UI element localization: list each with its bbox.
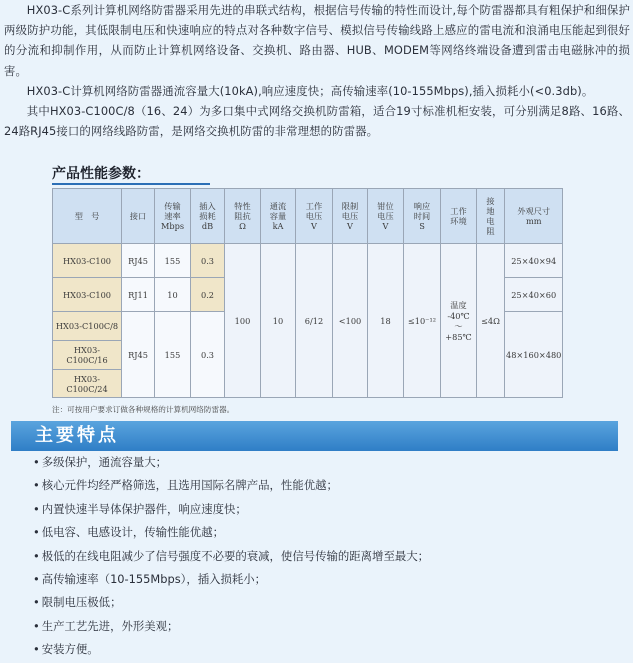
list-item: • 极低的在线电阻减少了信号强度不必要的衰减，使信号传输的距离增至最大； <box>33 545 618 568</box>
loss-cell: 0.3 <box>191 312 225 398</box>
impedance-cell: 100 <box>225 244 261 398</box>
clamp-voltage-cell: 18 <box>368 244 404 398</box>
interface-cell: RJ45 <box>122 312 155 398</box>
loss-cell: 0.3 <box>191 244 225 278</box>
environment-cell <box>441 244 477 398</box>
interface-cell: RJ45 <box>122 244 155 278</box>
rate-cell: 155 <box>155 312 191 398</box>
model-cell: HX03-C100C/24 <box>53 370 122 398</box>
list-item: • 安装方便。 <box>33 638 618 661</box>
header-clamp-voltage: 钳位 电压 V <box>368 189 404 244</box>
list-item: • 高传输速率（10-155Mbps），插入损耗小； <box>33 568 618 591</box>
interface-cell: RJ11 <box>122 278 155 312</box>
header-work-voltage: 工作 电压 V <box>296 189 333 244</box>
intro-paragraph-1: HX03-C系列计算机网络防雷器采用先进的串联式结构，根据信号传输的特性而设计,每个防雷器都具有粗保护和细保护两级防护功能，其低限制电压和快速响应的特点对各种数字信号、模拟信号传输线路上感应的雷电流和浪涌电压能起到很好的分流和抑制作用，从而防止计算机网络设备、交换机、路由器、HUB、MODEM等网络终端设备遭到雷击电磁脉冲的损害。 <box>4 3 630 78</box>
table-row <box>53 244 563 278</box>
features-title-bar: 主要特点 <box>11 421 618 451</box>
work-voltage-cell: 6/12 <box>296 244 333 398</box>
env-max: +85℃ <box>445 331 472 342</box>
size-cell: 25×40×60 <box>505 278 563 312</box>
env-label: 温度 <box>450 299 467 310</box>
model-cell: HX03-C100 <box>53 278 122 312</box>
intro-paragraph-3: 其中HX03-C100C/8（16、24）为多口集中式网络交换机防雷箱，适合19寸标准机柜安装，可分别满足8路、16路、24路RJ45接口的网络线路防雷，是网络交换机防雷的非常理想的防雷器。 <box>4 104 630 139</box>
intro-paragraph-2: HX03-C计算机网络防雷器通流容量大(10kA),响应速度快；高传输速率(10-155Mbps),插入损耗小(<0.3db)。 <box>26 83 594 98</box>
size-cell: 25×40×94 <box>505 244 563 278</box>
size-cell: 48×160×480 <box>505 312 563 398</box>
limit-voltage-cell: <100 <box>333 244 368 398</box>
header-environment: 工作 环境 <box>441 189 477 244</box>
features-list <box>33 451 618 662</box>
loss-cell: 0.2 <box>191 278 225 312</box>
header-flow: 通流 容量 kA <box>261 189 296 244</box>
header-response-time: 响应 时间 S <box>404 189 441 244</box>
header-rate: 传输 速率 Mbps <box>155 189 191 244</box>
rate-cell: 10 <box>155 278 191 312</box>
model-cell: HX03-C100C/8 <box>53 312 122 341</box>
list-item: • 多级保护，通流容量大； <box>33 451 618 474</box>
ground-resistance-cell: ≤4Ω <box>477 244 505 398</box>
header-limit-voltage: 限制 电压 V <box>333 189 368 244</box>
response-time-cell: ≤10⁻¹² <box>404 244 441 398</box>
list-item: • 限制电压极低； <box>33 591 618 614</box>
performance-title-underline <box>52 183 210 185</box>
list-item: • 低电容、电感设计，传输性能优越； <box>33 521 618 544</box>
table-note: 注：可按用户要求订做各种规格的计算机网络防雷器。 <box>52 405 235 414</box>
header-loss: 插入 损耗 dB <box>191 189 225 244</box>
list-item: • 生产工艺先进，外形美观； <box>33 615 618 638</box>
env-min: -40℃ <box>447 310 470 321</box>
header-impedance: 特性 阻抗 Ω <box>225 189 261 244</box>
performance-title: 产品性能参数： <box>52 166 150 182</box>
intro-text <box>4 0 630 141</box>
header-size: 外观尺寸 mm <box>505 189 563 244</box>
specs-table <box>52 188 563 398</box>
rate-cell: 155 <box>155 244 191 278</box>
header-model: 型 号 <box>53 189 122 244</box>
flow-cell: 10 <box>261 244 296 398</box>
table-header-row <box>53 189 563 244</box>
env-range-sep: ～ <box>454 320 463 331</box>
list-item: • 核心元件均经严格筛选，且选用国际名牌产品，性能优越； <box>33 474 618 497</box>
model-cell: HX03-C100C/16 <box>53 341 122 370</box>
model-cell: HX03-C100 <box>53 244 122 278</box>
list-item: • 内置快速半导体保护器件，响应速度快； <box>33 498 618 521</box>
header-ground-resistance: 接 地 电 阻 <box>477 189 505 244</box>
header-interface: 接口 <box>122 189 155 244</box>
